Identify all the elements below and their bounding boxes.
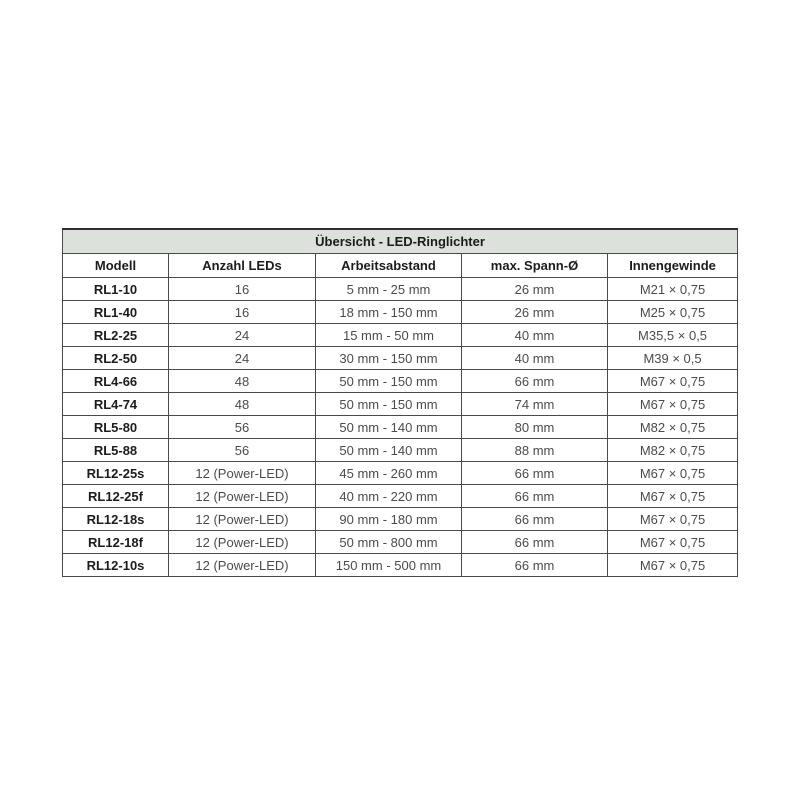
led-ringlight-table: [62, 228, 738, 577]
cell-modell: RL4-74: [63, 393, 169, 416]
cell-arbeitsabstand: 50 mm - 140 mm: [316, 439, 462, 462]
cell-anzahl-leds: 48: [169, 370, 316, 393]
cell-innengewinde: M67 × 0,75: [608, 462, 738, 485]
cell-max-spann: 66 mm: [462, 370, 608, 393]
cell-modell: RL12-18s: [63, 508, 169, 531]
cell-anzahl-leds: 12 (Power-LED): [169, 531, 316, 554]
cell-arbeitsabstand: 50 mm - 140 mm: [316, 416, 462, 439]
table-title-row: [63, 229, 738, 254]
cell-innengewinde: M67 × 0,75: [608, 393, 738, 416]
cell-max-spann: 66 mm: [462, 554, 608, 577]
cell-modell: RL4-66: [63, 370, 169, 393]
cell-innengewinde: M82 × 0,75: [608, 416, 738, 439]
table-row: [63, 301, 738, 324]
table-row: [63, 393, 738, 416]
table-row: [63, 439, 738, 462]
cell-max-spann: 66 mm: [462, 485, 608, 508]
cell-innengewinde: M67 × 0,75: [608, 485, 738, 508]
cell-innengewinde: M25 × 0,75: [608, 301, 738, 324]
cell-max-spann: 80 mm: [462, 416, 608, 439]
cell-max-spann: 66 mm: [462, 531, 608, 554]
cell-modell: RL12-10s: [63, 554, 169, 577]
cell-modell: RL2-50: [63, 347, 169, 370]
led-ringlight-overview: [62, 228, 737, 577]
cell-modell: RL5-88: [63, 439, 169, 462]
table-header-row: [63, 254, 738, 278]
cell-innengewinde: M21 × 0,75: [608, 278, 738, 301]
column-header-anzahl-leds: Anzahl LEDs: [169, 254, 316, 278]
cell-innengewinde: M67 × 0,75: [608, 370, 738, 393]
cell-arbeitsabstand: 90 mm - 180 mm: [316, 508, 462, 531]
cell-modell: RL12-25s: [63, 462, 169, 485]
cell-innengewinde: M35,5 × 0,5: [608, 324, 738, 347]
cell-max-spann: 26 mm: [462, 301, 608, 324]
table-row: [63, 462, 738, 485]
cell-anzahl-leds: 12 (Power-LED): [169, 554, 316, 577]
cell-innengewinde: M67 × 0,75: [608, 554, 738, 577]
cell-anzahl-leds: 56: [169, 439, 316, 462]
cell-arbeitsabstand: 15 mm - 50 mm: [316, 324, 462, 347]
cell-max-spann: 40 mm: [462, 347, 608, 370]
cell-arbeitsabstand: 50 mm - 800 mm: [316, 531, 462, 554]
cell-anzahl-leds: 12 (Power-LED): [169, 485, 316, 508]
table-row: [63, 508, 738, 531]
cell-max-spann: 88 mm: [462, 439, 608, 462]
cell-anzahl-leds: 56: [169, 416, 316, 439]
table-row: [63, 278, 738, 301]
cell-anzahl-leds: 16: [169, 301, 316, 324]
table-row: [63, 485, 738, 508]
table-row: [63, 370, 738, 393]
column-header-modell: Modell: [63, 254, 169, 278]
cell-arbeitsabstand: 5 mm - 25 mm: [316, 278, 462, 301]
table-title: Übersicht - LED-Ringlichter: [63, 229, 738, 254]
cell-arbeitsabstand: 30 mm - 150 mm: [316, 347, 462, 370]
cell-innengewinde: M39 × 0,5: [608, 347, 738, 370]
cell-max-spann: 74 mm: [462, 393, 608, 416]
table-row: [63, 324, 738, 347]
cell-max-spann: 66 mm: [462, 508, 608, 531]
column-header-arbeitsabstand: Arbeitsabstand: [316, 254, 462, 278]
cell-modell: RL12-18f: [63, 531, 169, 554]
cell-arbeitsabstand: 45 mm - 260 mm: [316, 462, 462, 485]
cell-innengewinde: M67 × 0,75: [608, 508, 738, 531]
cell-modell: RL5-80: [63, 416, 169, 439]
cell-max-spann: 26 mm: [462, 278, 608, 301]
cell-arbeitsabstand: 50 mm - 150 mm: [316, 370, 462, 393]
cell-anzahl-leds: 48: [169, 393, 316, 416]
cell-max-spann: 40 mm: [462, 324, 608, 347]
cell-modell: RL1-40: [63, 301, 169, 324]
table-row: [63, 554, 738, 577]
cell-modell: RL2-25: [63, 324, 169, 347]
cell-innengewinde: M67 × 0,75: [608, 531, 738, 554]
cell-anzahl-leds: 24: [169, 324, 316, 347]
cell-anzahl-leds: 16: [169, 278, 316, 301]
cell-modell: RL12-25f: [63, 485, 169, 508]
cell-anzahl-leds: 24: [169, 347, 316, 370]
cell-anzahl-leds: 12 (Power-LED): [169, 462, 316, 485]
column-header-max-spann: max. Spann-Ø: [462, 254, 608, 278]
cell-modell: RL1-10: [63, 278, 169, 301]
cell-arbeitsabstand: 150 mm - 500 mm: [316, 554, 462, 577]
cell-anzahl-leds: 12 (Power-LED): [169, 508, 316, 531]
table-row: [63, 531, 738, 554]
cell-arbeitsabstand: 50 mm - 150 mm: [316, 393, 462, 416]
table-body: [63, 278, 738, 577]
cell-arbeitsabstand: 18 mm - 150 mm: [316, 301, 462, 324]
cell-max-spann: 66 mm: [462, 462, 608, 485]
cell-arbeitsabstand: 40 mm - 220 mm: [316, 485, 462, 508]
column-header-innengewinde: Innengewinde: [608, 254, 738, 278]
cell-innengewinde: M82 × 0,75: [608, 439, 738, 462]
table-row: [63, 416, 738, 439]
table-row: [63, 347, 738, 370]
